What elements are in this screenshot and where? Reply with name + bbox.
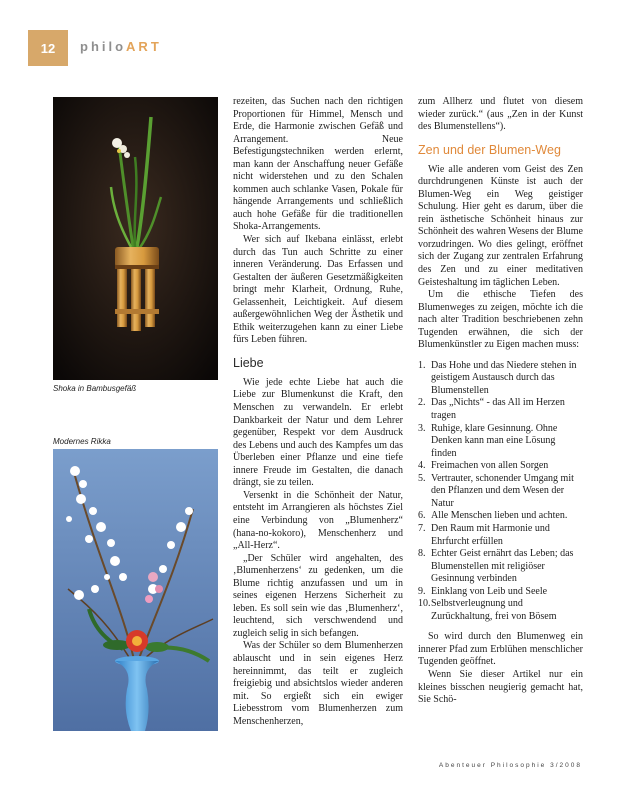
- virtues-list: [418, 360, 583, 623]
- brand-philo: philo: [80, 39, 127, 54]
- page-number: 12: [40, 40, 56, 56]
- paragraph: Wer sich auf Ikebana einlässt, erlebt durch das Tun auch Schritte zu einer inneren Veränderung. Das Erfassen und Gestalten der äußeren Gesetzmäßigkeiten bringt mehr Klarheit, Ordnung, Ruhe, Gelassenheit, Leichtigkeit. Auf diesem außergewöhnlichen Weg der Ästhetik und Ethik weiterzugehen kann zu einer Liebe fürs Leben führen.: [233, 234, 403, 346]
- paragraph: Wie alle anderen vom Geist des Zen durchdrungenen Künste ist auch der Blumen-Weg ein Weg geistiger Schulung. Hier geht es darum, über die rein ästhetische Schönheit hinaus zur Schönheit des wahren Wesens der Blume vorzudringen. Wo dies gelingt, eröffnet sich der Zugang zur zentralen Erfahrung des Zen und zu einer meditativen Geisteshaltung im täglichen Leben.: [418, 163, 583, 288]
- paragraph: zum Allherz und flutet von diesem wieder zurück.“ (aus „Zen in der Kunst des Blumenstellens“).: [418, 96, 583, 133]
- section-heading-liebe: Liebe: [233, 355, 264, 370]
- paragraph: „Der Schüler wird angehalten, des ‚Blumenherzens‘ zu gedenken, um die Blume richtig anzufassen und um in seines eigenen Herzens Sicherheit zu leben. Es soll sein wie das ‚Blumenherz‘, leuchtend, sich verschwendend und zugleich selig in sich befangen.: [233, 552, 403, 639]
- text-column-right: [418, 96, 583, 707]
- list-item: 8. Echter Geist ernährt das Leben; das Blumenstellen mit religiöser Gesinnung verbinden: [418, 548, 574, 585]
- paragraph: Wie jede echte Liebe hat auch die Liebe zur Blumenkunst die Kraft, den Menschen zu verwandeln. Er erlebt Dankbarkeit der Natur und dem Lehrer gegenüber, Respekt vor dem Ausdruck des Lebens und auch des Kampfes um das Überleben einer Pflanze und eine tiefe innere Freude im Gestalten, die danach drängt, sie zu teilen.: [233, 376, 403, 489]
- list-item: 9. Einklang von Leib und Seele: [418, 585, 548, 597]
- list-item: 6. Alle Menschen lieben und achten.: [418, 510, 568, 522]
- footer-issue: Abenteuer Philosophie 3/2008: [438, 762, 582, 769]
- list-item: 4. Freimachen von allen Sorgen: [418, 460, 549, 472]
- paragraph: Versenkt in die Schönheit der Natur, entsteht im Arrangieren als höchstes Ziel eine Verbindung von „Blumenherz“ (hana-no-kokoro), Menschenherz und „All-Herz“.: [233, 489, 403, 552]
- page-number-tab: [28, 30, 68, 66]
- list-item: 2. Das „Nichts“ - das All im Herzen tragen: [418, 397, 565, 422]
- paragraph: So wird durch den Blumenweg ein innerer Pfad zum Erblühen menschlicher Tugenden geöffnet.: [418, 631, 583, 668]
- list-item: 5. Vertrauter, schonender Umgang mit den Pflanzen und dem Wesen der Natur: [418, 472, 574, 509]
- paragraph: Um die ethische Tiefen des Blumenweges zu zeigen, möchte ich die nach alter Tradition beschriebenen zehn Tugenden erwähnen, die sich der Blumenkünstler zu Eigen machen muss:: [418, 289, 583, 351]
- list-item: 10. Selbstverleugnung und Zurückhaltung, frei von Bösem: [418, 598, 557, 622]
- section-heading-zen: Zen und der Blumen-Weg: [418, 142, 561, 157]
- brand-art: ART: [126, 39, 162, 54]
- list-item: 3. Ruhige, klare Gesinnung. Ohne Denken kann man eine Lösung finden: [418, 422, 558, 459]
- list-item: 7. Den Raum mit Harmonie und Ehrfurcht erfüllen: [418, 522, 550, 547]
- text-column-left: [233, 96, 403, 728]
- caption-shoka: Shoka in Bambusgefäß: [53, 384, 137, 393]
- magazine-brand: [80, 39, 162, 54]
- list-item: 1. Das Hohe und das Niedere stehen in geistigem Austausch durch das Blumenstellen: [418, 359, 577, 396]
- paragraph: Wenn Sie dieser Artikel nur ein kleines bisschen neugierig gemacht hat, Sie Schö-: [418, 668, 583, 706]
- paragraph: Was der Schüler so dem Blumenherzen ablauscht und in sein eigenes Herz hereinnimmt, das teilt er zugleich freigiebig und absichtslos wieder anderen mit. So ergießt sich ein ewiger Liebesstrom vom Blumenherzen zum Menschenherzen,: [233, 640, 403, 727]
- paragraph: rezeiten, das Suchen nach den richtigen Proportionen für Himmel, Mensch und Erde, die Harmonie zwischen Gefäß und Arrangement. Neue Befestigungstechniken werden erlernt, man kann der Anschaffung neuer Gefäße nicht widerstehen und zu den Schalen kommen auch schlanke Vasen, Pokale für hängende Arrangements und schließlich auch hohe Gefäße für die traditionellen Shoka-Arrangements.: [233, 96, 403, 233]
- modern-rikka-photo: [53, 449, 218, 731]
- caption-rikka: Modernes Rikka: [53, 437, 111, 446]
- shoka-bamboo-photo: [53, 97, 218, 380]
